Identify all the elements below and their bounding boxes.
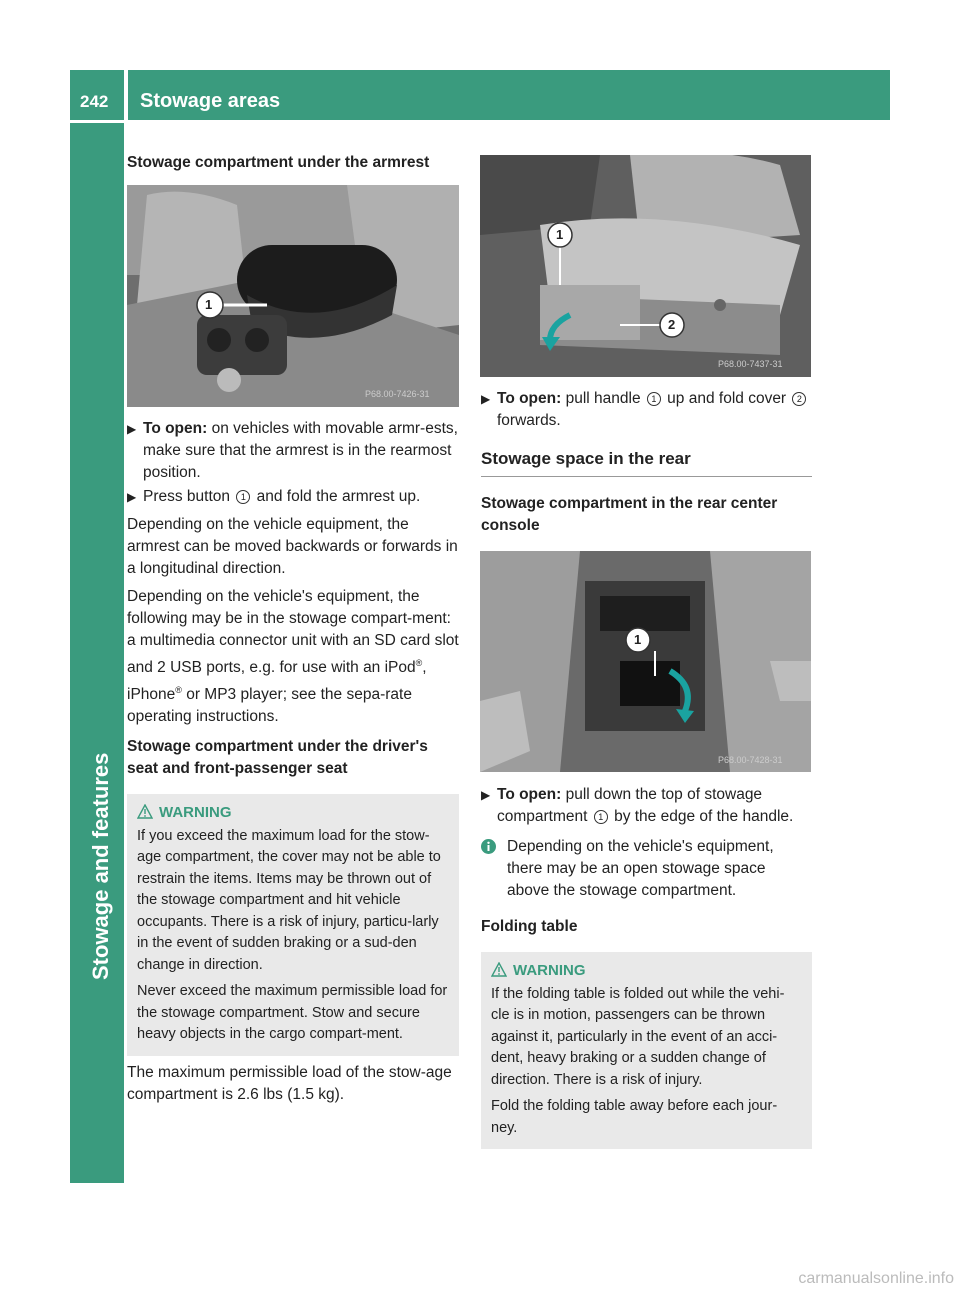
registered-mark: ®: [415, 658, 423, 668]
rear-console-image: [480, 551, 811, 772]
arrow-icon: ▶: [481, 788, 491, 802]
right-text-top: [481, 388, 812, 537]
warning-text: Never exceed the maximum permissible load for the stowage compartment. Stow and secure heavy objects in the cargo compart-ment.: [137, 983, 448, 1043]
warning-text: Fold the folding table away before each jour-ney.: [491, 1098, 778, 1136]
warning-icon: [491, 962, 507, 977]
text: or MP3 player; see the sepa-rate operating instructions.: [127, 686, 412, 726]
arrow-icon: ▶: [481, 392, 491, 406]
step-text: forwards.: [497, 412, 561, 429]
info-text: Depending on the vehicle's equipment, there may be an open stowage space above the stowage compartment.: [507, 838, 774, 899]
callout-ref-1: 1: [236, 490, 250, 504]
image-code: P68.00-7437-31: [718, 359, 783, 369]
registered-mark: ®: [175, 685, 182, 696]
paragraph-max-load: The maximum permissible load of the stow-age compartment is 2.6 lbs (1.5 kg).: [127, 1063, 452, 1103]
step-text: pull handle: [561, 390, 645, 407]
warning-label: WARNING: [513, 962, 586, 979]
callout-ref-1: 1: [647, 392, 661, 406]
warning-title: [491, 960, 802, 982]
left-text: [127, 418, 459, 1106]
callout-1: 1: [556, 227, 564, 242]
heading-folding-table: Folding table: [481, 918, 578, 935]
armrest-image: [127, 185, 459, 407]
warning-icon: [137, 804, 153, 819]
heading-armrest: Stowage compartment under the armrest: [127, 154, 430, 171]
warning-text: If you exceed the maximum load for the stow-age compartment, the cover may not be able to restrain the items. Items may be thrown out of the stowage compartment and hit vehicle occupants. There is a risk of injury, particu-larly in the event of sudden braking or a sud-den change in direction.: [137, 827, 441, 973]
warning-label: WARNING: [159, 804, 232, 822]
step-text: on vehicles with movable armr-ests, make sure that the armrest is in the rearmost position.: [143, 420, 458, 481]
arrow-icon: ▶: [127, 490, 137, 504]
step-press-button: [127, 486, 459, 508]
right-text-bottom: [481, 784, 812, 1149]
arrow-icon: ▶: [127, 422, 137, 436]
text: Depending on the vehicle's equipment, the following may be in the stowage compart-ment: a multimedia connector unit with an SD card slot and 2 USB ports, e.g. for use with an iPod: [127, 588, 459, 677]
header-bar: [128, 70, 890, 120]
step-open-rear-compartment: [481, 784, 812, 828]
watermark: carmanualsonline.info: [798, 1270, 954, 1287]
step-text: and fold the armrest up.: [252, 488, 421, 505]
step-open-armrest: [127, 418, 459, 484]
page-title: Stowage areas: [140, 90, 281, 112]
warning-box: [127, 794, 459, 1056]
step-label: To open:: [497, 390, 562, 407]
callout-ref-2: 2: [792, 392, 806, 406]
image-code: P68.00-7428-31: [718, 755, 783, 765]
text: , iPhone: [127, 659, 427, 704]
warning-box: [481, 952, 812, 1149]
callout-2: 2: [668, 317, 676, 332]
info-icon: [481, 839, 496, 854]
image-code: P68.00-7426-31: [365, 389, 430, 399]
callout-1: 1: [205, 297, 213, 312]
paragraph-multimedia: [127, 586, 459, 728]
sidebar-label: Stowage and features: [88, 752, 113, 980]
step-text: by the edge of the handle.: [609, 808, 794, 825]
callout-ref-1: 1: [594, 810, 608, 824]
paragraph: Depending on the vehicle equipment, the armrest can be moved backwards or forwards in a longitudinal direction.: [127, 516, 458, 577]
left-column: [127, 152, 459, 174]
sidebar-label-wrap: [84, 560, 114, 980]
info-note: [481, 836, 812, 902]
step-label: To open:: [497, 786, 562, 803]
page-number-box: [70, 70, 124, 120]
heading-under-seat: Stowage compartment under the driver's seat and front-passenger seat: [127, 738, 428, 778]
section-heading-rear: Stowage space in the rear: [481, 448, 812, 477]
step-text: up and fold cover: [662, 390, 791, 407]
step-open-seat-compartment: [481, 388, 812, 432]
page-number: 242: [80, 92, 109, 111]
step-text: Press button: [143, 488, 235, 505]
seat-image: [480, 155, 811, 377]
step-text: pull down the top of stowage compartment: [497, 786, 763, 825]
warning-title: [137, 802, 449, 824]
step-label: To open:: [143, 420, 208, 437]
callout-1: 1: [634, 632, 642, 647]
warning-text: If the folding table is folded out while the vehi-cle is in motion, passengers can be thrown against it, particularly in the event of an acci-dent, heavy braking or a sudden change of direction. There is a risk of injury.: [491, 985, 785, 1088]
heading-rear-console: Stowage compartment in the rear center console: [481, 495, 778, 534]
